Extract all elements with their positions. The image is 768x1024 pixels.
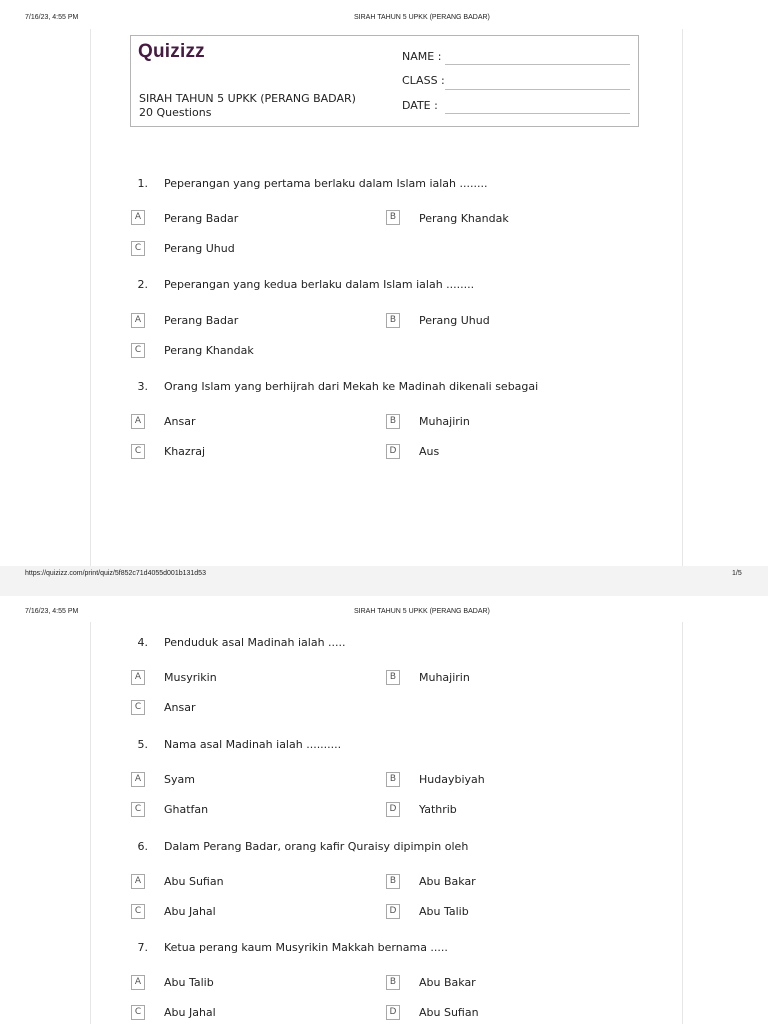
option-text: Perang Khandak xyxy=(164,344,254,357)
question-text: Nama asal Madinah ialah .......... xyxy=(164,738,342,751)
question-text: Dalam Perang Badar, orang kafir Quraisy dipimpin oleh xyxy=(164,840,469,853)
option-key: C xyxy=(131,700,145,715)
option-text: Perang Badar xyxy=(164,314,239,327)
print-datetime: 7/16/23, 4:55 PM xyxy=(25,608,79,615)
option-key: A xyxy=(131,670,145,685)
option-text: Ansar xyxy=(164,415,196,428)
question-count: 20 Questions xyxy=(139,106,212,119)
option-key: C xyxy=(131,802,145,817)
class-field[interactable] xyxy=(445,89,630,90)
question-number: 6. xyxy=(137,840,148,853)
option-text: Muhajirin xyxy=(419,415,470,428)
date-label: DATE : xyxy=(402,99,438,112)
option-key: B xyxy=(386,975,400,990)
quizizz-logo: Quizizz xyxy=(138,41,205,62)
question-text: Penduduk asal Madinah ialah ..... xyxy=(164,636,346,649)
option-key: D xyxy=(386,802,400,817)
class-label: CLASS : xyxy=(402,74,445,87)
option-key: B xyxy=(386,670,400,685)
option-key: D xyxy=(386,904,400,919)
name-field[interactable] xyxy=(445,64,630,65)
print-doc-title: SIRAH TAHUN 5 UPKK (PERANG BADAR) xyxy=(354,608,490,615)
option-text: Abu Jahal xyxy=(164,905,216,918)
print-page-indicator: 1/5 xyxy=(732,570,742,577)
question-number: 1. xyxy=(137,177,148,190)
option-text: Syam xyxy=(164,773,195,786)
option-text: Perang Khandak xyxy=(419,212,509,225)
option-text: Abu Jahal xyxy=(164,1006,216,1019)
option-text: Musyrikin xyxy=(164,671,217,684)
option-text: Ghatfan xyxy=(164,803,209,816)
option-key: A xyxy=(131,975,145,990)
option-text: Khazraj xyxy=(164,445,206,458)
question-text: Peperangan yang kedua berlaku dalam Islam ialah ........ xyxy=(164,278,475,291)
option-key: D xyxy=(386,444,400,459)
option-key: C xyxy=(131,241,145,256)
option-key: A xyxy=(131,772,145,787)
option-key: A xyxy=(131,313,145,328)
option-key: A xyxy=(131,210,145,225)
option-key: B xyxy=(386,313,400,328)
option-text: Abu Bakar xyxy=(419,976,476,989)
option-text: Ansar xyxy=(164,701,196,714)
question-number: 2. xyxy=(137,278,148,291)
option-key: A xyxy=(131,874,145,889)
question-number: 3. xyxy=(137,380,148,393)
option-text: Aus xyxy=(419,445,440,458)
date-field[interactable] xyxy=(445,113,630,114)
question-text: Ketua perang kaum Musyrikin Makkah bernama ..... xyxy=(164,941,448,954)
option-key: D xyxy=(386,1005,400,1020)
option-text: Abu Talib xyxy=(419,905,469,918)
option-key: C xyxy=(131,343,145,358)
quiz-title: SIRAH TAHUN 5 UPKK (PERANG BADAR) xyxy=(139,92,356,105)
option-text: Abu Talib xyxy=(164,976,214,989)
question-number: 5. xyxy=(137,738,148,751)
option-key: C xyxy=(131,904,145,919)
option-key: C xyxy=(131,444,145,459)
option-text: Hudaybiyah xyxy=(419,773,485,786)
option-text: Perang Uhud xyxy=(164,242,235,255)
question-number: 4. xyxy=(137,636,148,649)
option-key: C xyxy=(131,1005,145,1020)
option-key: B xyxy=(386,772,400,787)
question-text: Orang Islam yang berhijrah dari Mekah ke Madinah dikenali sebagai xyxy=(164,380,539,393)
option-text: Perang Badar xyxy=(164,212,239,225)
option-key: A xyxy=(131,414,145,429)
option-text: Abu Sufian xyxy=(164,875,224,888)
print-doc-title: SIRAH TAHUN 5 UPKK (PERANG BADAR) xyxy=(354,14,490,21)
question-text: Peperangan yang pertama berlaku dalam Islam ialah ........ xyxy=(164,177,488,190)
option-text: Yathrib xyxy=(419,803,457,816)
option-key: B xyxy=(386,210,400,225)
option-text: Muhajirin xyxy=(419,671,470,684)
print-datetime: 7/16/23, 4:55 PM xyxy=(25,14,79,21)
option-text: Perang Uhud xyxy=(419,314,490,327)
option-key: B xyxy=(386,414,400,429)
question-number: 7. xyxy=(137,941,148,954)
option-key: B xyxy=(386,874,400,889)
option-text: Abu Bakar xyxy=(419,875,476,888)
option-text: Abu Sufian xyxy=(419,1006,479,1019)
print-url: https://quizizz.com/print/quiz/5f852c71d4055d001b131d53 xyxy=(25,570,206,577)
name-label: NAME : xyxy=(402,50,442,63)
